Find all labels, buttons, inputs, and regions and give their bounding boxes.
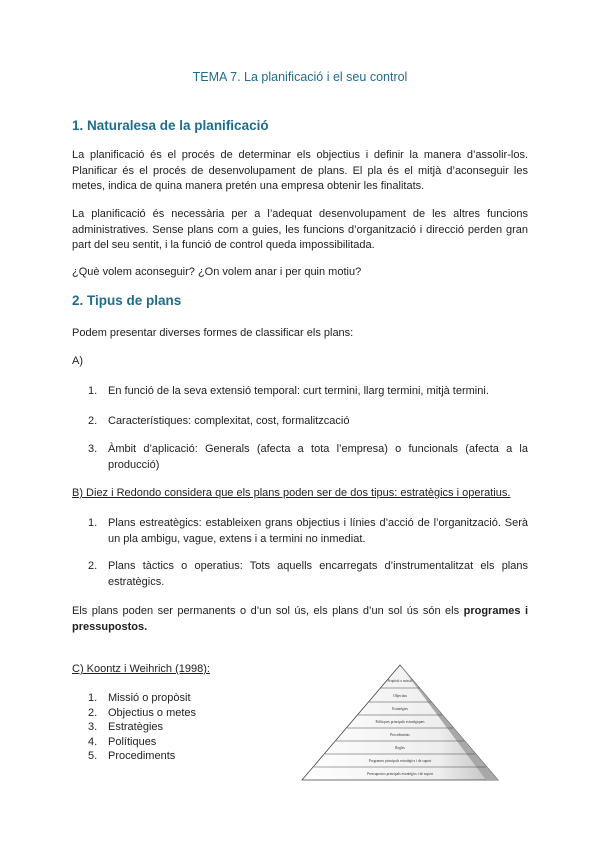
list-number: 2. — [88, 560, 98, 572]
list-text: En funció de la seva extensió temporal: curt termini, llarg termini, mitjà termini. — [108, 385, 489, 397]
pyramid-level-label: Polítiques principals estratègiques — [375, 720, 425, 724]
planning-pyramid-diagram — [298, 664, 500, 782]
list-c-label: C) Koontz i Weihrich (1998): — [72, 663, 210, 675]
section-1-paragraph-1: La planificació és el procés de determinar els objectius i definir la manera d’assolir-los. Planificar és el procés de desenvolupament de plans. El pla és el mitjà d’aconseguir les metes, indica de quina manera pretén una empresa obtenir les finalitats. — [72, 149, 528, 192]
list-number: 3. — [88, 443, 98, 455]
page-title: TEMA 7. La planificació i el seu control — [192, 70, 408, 84]
list-text: Polítiques — [108, 735, 157, 748]
section-1-question: ¿Què volem aconseguir? ¿On volem anar i per quin motiu? — [72, 266, 362, 278]
section-2-intro: Podem presentar diverses formes de classificar els plans: — [72, 327, 354, 339]
plans-permanents-bold: programes i pressupostos. — [72, 605, 529, 633]
section-1-paragraph-2: La planificació és necessària per a l’adequat desenvolupament de les altres funcions administratives. Sense plans com a guies, les funcions d’organització i direcció perden gran part del seu sentit, i la funció de control queda impossibilitada. — [72, 208, 528, 251]
list-number: 1. — [88, 385, 98, 397]
list-text: Procediments — [108, 750, 176, 762]
pyramid-level-label: Programes principals estratègics i de suport — [368, 759, 432, 763]
pyramid-level-label: Propòsit o missió — [387, 679, 413, 683]
section-2-heading: 2. Tipus de plans — [72, 293, 182, 308]
pyramid-level-label: Objectius — [393, 694, 407, 698]
list-text: Característiques: complexitat, cost, formalitzcació — [108, 415, 350, 427]
list-text: Estratègies — [108, 721, 164, 733]
list-number: 2. — [88, 706, 98, 719]
list-a-label: A) — [72, 355, 83, 367]
list-number: 1. — [88, 692, 98, 704]
list-number: 3. — [88, 721, 98, 733]
list-text: Plans estreatègics: estableixen grans objectius i línies d’acció de l’organització. Serà un pla ambigu, vague, extens i a termini no inmediat. — [108, 517, 528, 545]
list-number: 5. — [88, 750, 98, 762]
pyramid-level-label: Pressupostos principals estratègics i de suport — [367, 772, 433, 776]
list-text: Plans tàctics o operatius: Tots aquells encarregats d’instrumentalitzat els plans estratègics. — [108, 560, 528, 588]
pyramid-level-label: Procediments — [390, 733, 410, 737]
list-text: Àmbit d’aplicació: Generals (afecta a tota l’empresa) o funcionals (afecta a la producció) — [108, 443, 528, 471]
plans-permanents-text: Els plans poden ser permanents o d’un sol ús, els plans d’un sol ús són els — [72, 605, 464, 617]
list-text: Objectius o metes — [108, 706, 197, 719]
section-1-heading: 1. Naturalesa de la planificació — [72, 118, 269, 133]
pyramid-level-label: Estratègies — [392, 707, 408, 711]
list-b-label: B) Diez i Redondo considera que els plans poden ser de dos tipus: estratègics i operatius. — [72, 487, 511, 499]
list-number: 2. — [88, 415, 98, 427]
list-number: 1. — [88, 517, 98, 529]
pyramid-level-label: Regles — [395, 746, 405, 750]
list-text: Missió o propòsit — [108, 692, 191, 704]
list-number: 4. — [88, 735, 98, 748]
plans-permanents-paragraph — [72, 604, 528, 635]
